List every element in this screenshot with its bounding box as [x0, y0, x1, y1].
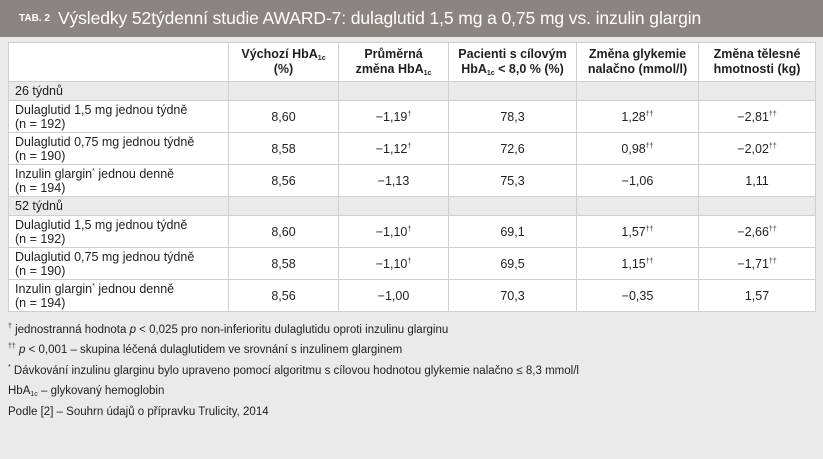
row-label: Inzulin glargin* jednou denně (n = 194) [9, 165, 229, 197]
footnote-dagger: † jednostranná hodnota p < 0,025 pro non-inferioritu dulaglutidu oproti inzulinu glarginu [8, 323, 449, 336]
cell-baseline: 8,58 [229, 133, 339, 165]
cell-mean-change: −1,10† [339, 216, 449, 248]
table-row [9, 248, 816, 280]
footnote-asterisk: * Dávkování inzulinu glarginu bylo upraveno pomocí algoritmu s cílovou hodnotou glykemie nalačno ≤ 8,3 mmol/l [8, 363, 579, 377]
cell-target: 78,3 [449, 101, 577, 133]
footnote-source: Podle [2] – Souhrn údajů o přípravku Trulicity, 2014 [8, 405, 269, 418]
footnote-double-dagger: †† p < 0,001 – skupina léčená dulaglutidem ve srovnání s inzulinem glarginem [8, 343, 403, 357]
cell-baseline: 8,56 [229, 280, 339, 312]
section-label: 26 týdnů [9, 82, 229, 101]
cell-target: 72,6 [449, 133, 577, 165]
row-label: Dulaglutid 0,75 mg jednou týdně (n = 190) [9, 248, 229, 280]
cell-target: 75,3 [449, 165, 577, 197]
cell-mean-change: −1,00 [339, 280, 449, 312]
cell-glucose: 1,57†† [577, 216, 699, 248]
cell-mean-change: −1,12† [339, 133, 449, 165]
section-row [9, 82, 816, 101]
table-row [9, 216, 816, 248]
cell-glucose: 0,98†† [577, 133, 699, 165]
cell-baseline: 8,60 [229, 216, 339, 248]
cell-glucose: −1,06 [577, 165, 699, 197]
cell-weight: −2,02†† [699, 133, 816, 165]
header-patients-target: Pacienti s cílovým HbA$_{1c}$ < 8,0 % (%) [449, 43, 577, 82]
row-label: Inzulin glargin* jednou denně (n = 194) [9, 280, 229, 312]
table-title: Výsledky 52týdenní studie AWARD-7: dulaglutid 1,5 mg a 0,75 mg vs. inzulin glargin [57, 8, 702, 28]
header-row [9, 43, 816, 82]
cell-weight: −1,71†† [699, 248, 816, 280]
cell-target: 69,1 [449, 216, 577, 248]
cell-weight: −2,66†† [699, 216, 816, 248]
section-label: 52 týdnů [9, 197, 229, 216]
table-container [0, 37, 823, 312]
cell-glucose: −0,35 [577, 280, 699, 312]
row-label: Dulaglutid 1,5 mg jednou týdně (n = 192) [9, 101, 229, 133]
header-empty [9, 43, 229, 82]
cell-mean-change: −1,13 [339, 165, 449, 197]
cell-baseline: 8,60 [229, 101, 339, 133]
row-label: Dulaglutid 1,5 mg jednou týdně (n = 192) [9, 216, 229, 248]
cell-glucose: 1,28†† [577, 101, 699, 133]
cell-target: 70,3 [449, 280, 577, 312]
table-row [9, 133, 816, 165]
section-row [9, 197, 816, 216]
cell-mean-change: −1,19† [339, 101, 449, 133]
table-row [9, 165, 816, 197]
table-number: TAB. 2 [19, 13, 50, 24]
footnotes [0, 312, 823, 422]
results-table [8, 42, 816, 312]
header-baseline-hba1c: Výchozí HbA$_{1c}$ (%) [229, 43, 339, 82]
cell-target: 69,5 [449, 248, 577, 280]
table-row [9, 280, 816, 312]
header-mean-change-hba1c: Průměrná změna HbA$_{1c}$ [339, 43, 449, 82]
cell-mean-change: −1,10† [339, 248, 449, 280]
cell-baseline: 8,56 [229, 165, 339, 197]
header-body-weight: Změna tělesné hmotnosti (kg) [699, 43, 816, 82]
cell-weight: 1,57 [699, 280, 816, 312]
cell-weight: 1,11 [699, 165, 816, 197]
footnote-hba1c: HbA$_{1c}$ – glykovaný hemoglobin [8, 385, 165, 399]
row-label: Dulaglutid 0,75 mg jednou týdně (n = 190) [9, 133, 229, 165]
header-fasting-glucose: Změna glykemie nalačno (mmol/l) [577, 43, 699, 82]
cell-glucose: 1,15†† [577, 248, 699, 280]
table-row [9, 101, 816, 133]
cell-weight: −2,81†† [699, 101, 816, 133]
cell-baseline: 8,58 [229, 248, 339, 280]
table-title-bar [0, 0, 823, 37]
